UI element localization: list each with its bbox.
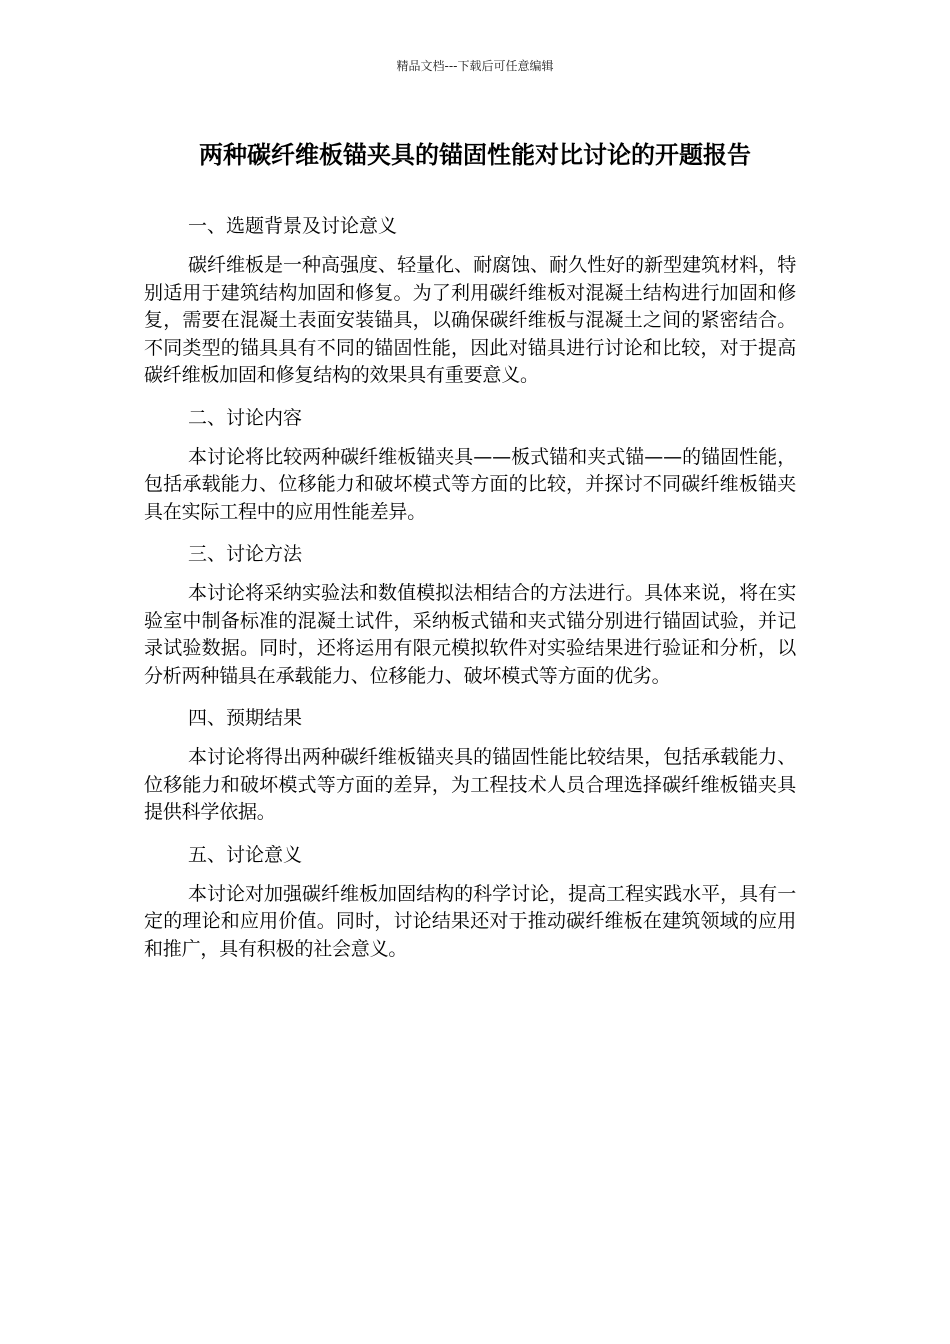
section-paragraph: 本讨论对加强碳纤维板加固结构的科学讨论，提高工程实践水平，具有一定的理论和应用价值。同时，讨论结果还对于推动碳纤维板在建筑领域的应用和推广，具有积极的社会意义。 (144, 882, 796, 960)
section-paragraph: 碳纤维板是一种高强度、轻量化、耐腐蚀、耐久性好的新型建筑材料，特别适用于建筑结构加固和修复。为了利用碳纤维板对混凝土结构进行加固和修复，需要在混凝土表面安装锚具，以确保碳纤维板与混凝土之间的紧密结合。不同类型的锚具具有不同的锚固性能，因此对锚具进行讨论和比较，对于提高碳纤维板加固和修复结构的效果具有重要意义。 (144, 254, 796, 386)
header-note: 精品文档---下载后可任意编辑 (396, 59, 554, 73)
section-significance (144, 841, 796, 964)
document-body (144, 212, 796, 977)
section-heading: 三、讨论方法 (188, 543, 303, 565)
section-heading: 一、选题背景及讨论意义 (188, 215, 398, 237)
section-background (144, 212, 796, 390)
section-paragraph: 本讨论将比较两种碳纤维板锚夹具——板式锚和夹式锚——的锚固性能，包括承载能力、位移能力和破坏模式等方面的比较，并探讨不同碳纤维板锚夹具在实际工程中的应用性能差异。 (144, 445, 796, 523)
section-paragraph: 本讨论将采纳实验法和数值模拟法相结合的方法进行。具体来说，将在实验室中制备标准的混凝土试件，采纳板式锚和夹式锚分别进行锚固试验，并记录试验数据。同时，还将运用有限元模拟软件对实验结果进行验证和分析，以分析两种锚具在承载能力、位移能力、破坏模式等方面的优劣。 (144, 582, 796, 687)
section-heading: 四、预期结果 (188, 707, 303, 729)
section-paragraph: 本讨论将得出两种碳纤维板锚夹具的锚固性能比较结果，包括承载能力、位移能力和破坏模式等方面的差异，为工程技术人员合理选择碳纤维板锚夹具提供科学依据。 (144, 746, 796, 823)
section-expected-results (144, 704, 796, 827)
section-method (144, 540, 796, 690)
document-title: 两种碳纤维板锚夹具的锚固性能对比讨论的开题报告 (199, 141, 751, 169)
section-heading: 二、讨论内容 (188, 406, 303, 429)
section-heading: 五、讨论意义 (188, 843, 303, 866)
section-content (144, 404, 796, 527)
